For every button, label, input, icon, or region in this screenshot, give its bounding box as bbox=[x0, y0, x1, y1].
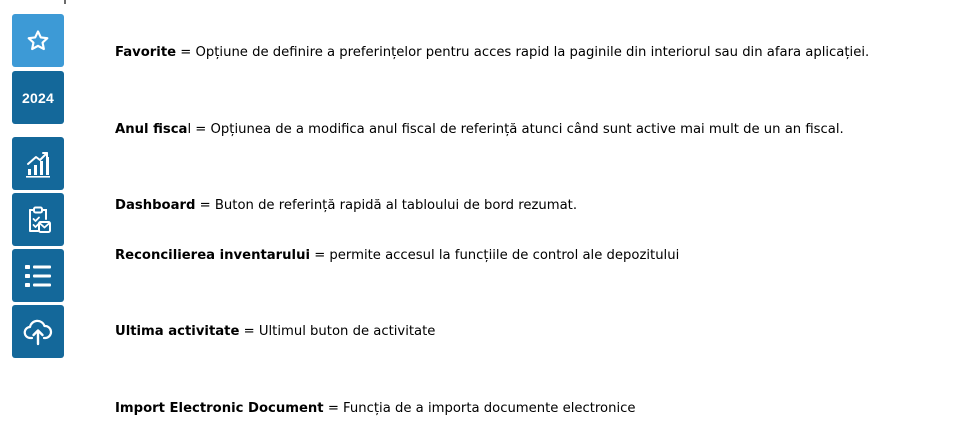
term-label-rest: l bbox=[187, 122, 192, 137]
term-label: Reconcilierea inventarului bbox=[115, 248, 310, 263]
fiscal-year-description bbox=[115, 122, 844, 138]
description-text: = permite accesul la funcțiile de control ale depozitului bbox=[310, 248, 680, 263]
fiscal-year-button[interactable] bbox=[12, 71, 64, 124]
term-label: Dashboard bbox=[115, 198, 196, 213]
star-icon bbox=[25, 28, 51, 54]
description-text: = Opțiunea de a modifica anul fiscal de referință atunci când sunt active mai mult de un an fiscal. bbox=[191, 122, 844, 137]
chart-icon bbox=[25, 150, 51, 178]
term-label: Anul fisca bbox=[115, 122, 188, 137]
inventory-reconciliation-description bbox=[115, 248, 679, 264]
clipboard-check-icon bbox=[24, 205, 52, 235]
term-label: Favorite bbox=[115, 45, 177, 60]
last-activity-button[interactable] bbox=[12, 249, 64, 302]
description-text: = Opțiune de definire a preferințelor pentru acces rapid la paginile din interiorul sau din afara aplicației. bbox=[176, 45, 870, 60]
fiscal-year-label: 2024 bbox=[22, 89, 54, 106]
last-activity-description bbox=[115, 324, 435, 340]
list-icon bbox=[24, 263, 52, 289]
inventory-reconciliation-button[interactable] bbox=[12, 193, 64, 246]
import-document-description bbox=[115, 401, 636, 417]
favorite-description bbox=[115, 45, 869, 61]
cloud-upload-icon bbox=[23, 318, 53, 346]
description-text: = Funcția de a importa documente electronice bbox=[323, 401, 636, 416]
description-text: = Ultimul buton de activitate bbox=[239, 324, 436, 339]
description-text: = Buton de referință rapidă al tabloului de bord rezumat. bbox=[195, 198, 578, 213]
import-electronic-document-button[interactable] bbox=[12, 305, 64, 358]
term-label: Import Electronic Document bbox=[115, 401, 324, 416]
dashboard-description bbox=[115, 198, 577, 214]
term-label: Ultima activitate bbox=[115, 324, 240, 339]
corner-mark bbox=[64, 0, 66, 4]
dashboard-button[interactable] bbox=[12, 137, 64, 190]
favorites-button[interactable] bbox=[12, 14, 64, 67]
